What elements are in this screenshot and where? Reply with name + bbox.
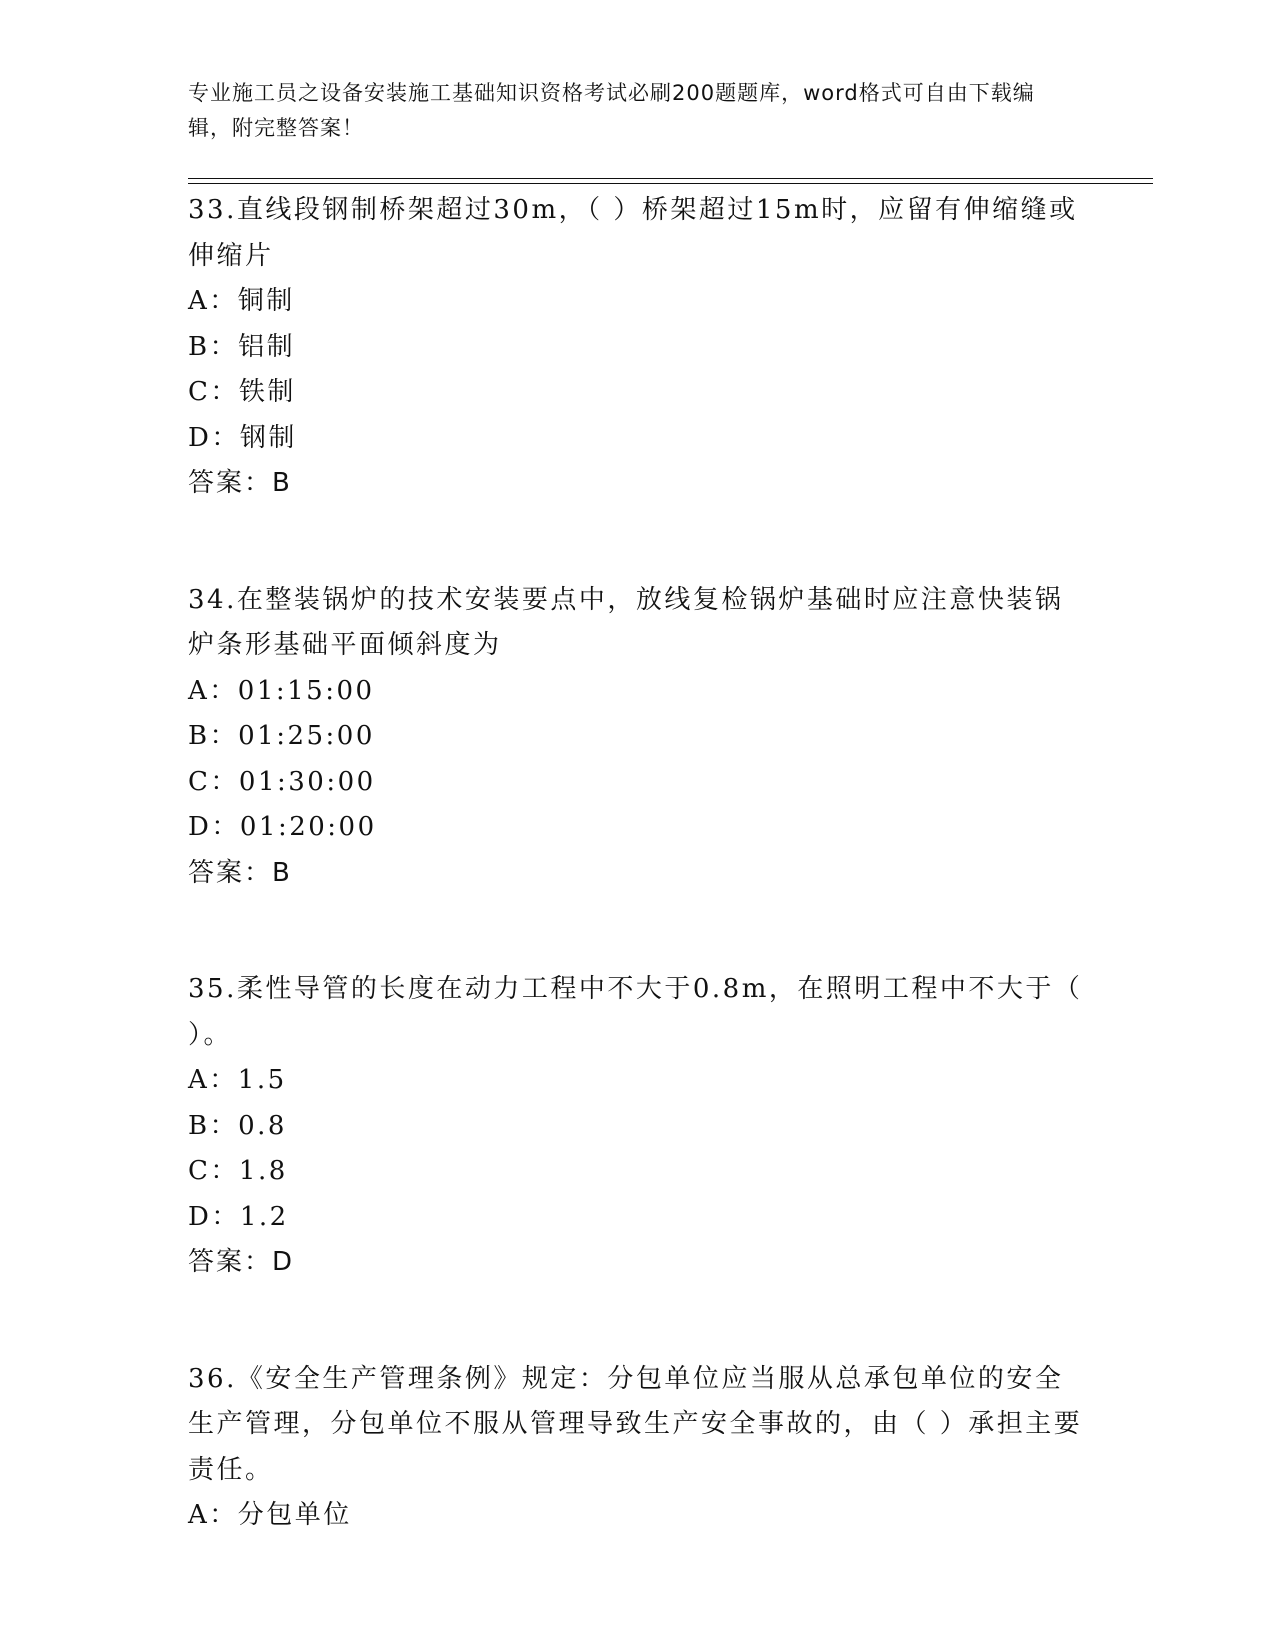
option-value: 1.2 (239, 1201, 289, 1232)
header-title: 专业施工员之设备安装施工基础知识资格考试必刷200题题库，word格式可自由下载编辑，附完整答案！ (188, 81, 1035, 140)
option-d (188, 1195, 1088, 1241)
answer-label: 答案： (188, 857, 273, 888)
question-stem: 在整装锅炉的技术安装要点中，放线复检锅炉基础时应注意快装锅炉条形基础平面倾斜度为 (188, 584, 1064, 660)
option-value: 钢制 (239, 422, 297, 453)
option-value: 1.8 (238, 1156, 288, 1186)
option-c (188, 1149, 1088, 1195)
option-value: 铝制 (238, 331, 296, 362)
question-34 (188, 578, 1088, 897)
question-text (188, 188, 1088, 279)
question-36 (188, 1357, 1088, 1539)
answer-value: B (272, 468, 292, 498)
option-key: A： (188, 1065, 238, 1095)
option-b (188, 714, 1088, 760)
header-divider-top (188, 178, 1153, 179)
answer (188, 461, 1088, 507)
option-value: 01:15:00 (237, 675, 375, 706)
answer-label: 答案： (188, 1247, 273, 1277)
option-value: 01:25:00 (238, 721, 375, 751)
option-d (188, 416, 1088, 462)
option-value: 铁制 (238, 377, 296, 407)
option-key: A： (188, 286, 238, 316)
option-key: D： (188, 1201, 240, 1232)
option-key: D： (188, 422, 240, 453)
option-key: C： (188, 377, 239, 407)
question-number: 35. (188, 974, 237, 1004)
option-c (188, 760, 1088, 806)
option-value: 分包单位 (237, 1500, 352, 1530)
option-a (188, 669, 1088, 715)
question-stem: 柔性导管的长度在动力工程中不大于0.8m，在照明工程中不大于（ ）。 (188, 974, 1083, 1050)
option-b (188, 1104, 1088, 1150)
option-key: D： (188, 812, 240, 842)
document-header (188, 76, 1068, 146)
header-divider-bottom (188, 183, 1153, 184)
option-key: B： (188, 331, 239, 362)
question-list (188, 188, 1088, 1610)
answer (188, 851, 1088, 897)
question-text (188, 967, 1088, 1058)
option-key: C： (188, 766, 239, 797)
question-number: 34. (188, 584, 237, 615)
option-value: 01:30:00 (238, 766, 376, 797)
option-value: 01:20:00 (239, 812, 377, 842)
option-value: 0.8 (238, 1110, 287, 1141)
option-a (188, 1058, 1088, 1104)
answer (188, 1240, 1088, 1286)
option-a (188, 1493, 1088, 1539)
question-text (188, 1357, 1088, 1494)
question-number: 33. (188, 195, 237, 225)
option-key: B： (188, 1110, 239, 1141)
question-stem: 直线段钢制桥架超过30m，（ ）桥架超过15m时，应留有伸缩缝或伸缩片 (188, 195, 1078, 271)
option-key: C： (188, 1156, 239, 1186)
question-number: 36. (188, 1363, 237, 1394)
option-key: A： (188, 675, 238, 706)
question-stem: 《安全生产管理条例》规定：分包单位应当服从总承包单位的安全生产管理，分包单位不服从管理导致生产安全事故的，由（ ）承担主要责任。 (188, 1363, 1083, 1485)
option-value: 铜制 (237, 286, 295, 316)
option-a (188, 279, 1088, 325)
answer-label: 答案： (188, 468, 273, 498)
option-c (188, 370, 1088, 416)
question-text (188, 578, 1088, 669)
option-key: B： (188, 721, 239, 751)
option-key: A： (188, 1500, 238, 1530)
question-35 (188, 967, 1088, 1286)
option-value: 1.5 (237, 1065, 287, 1095)
answer-value: B (272, 857, 292, 888)
question-33 (188, 188, 1088, 507)
answer-value: D (272, 1247, 295, 1277)
option-d (188, 805, 1088, 851)
option-b (188, 325, 1088, 371)
